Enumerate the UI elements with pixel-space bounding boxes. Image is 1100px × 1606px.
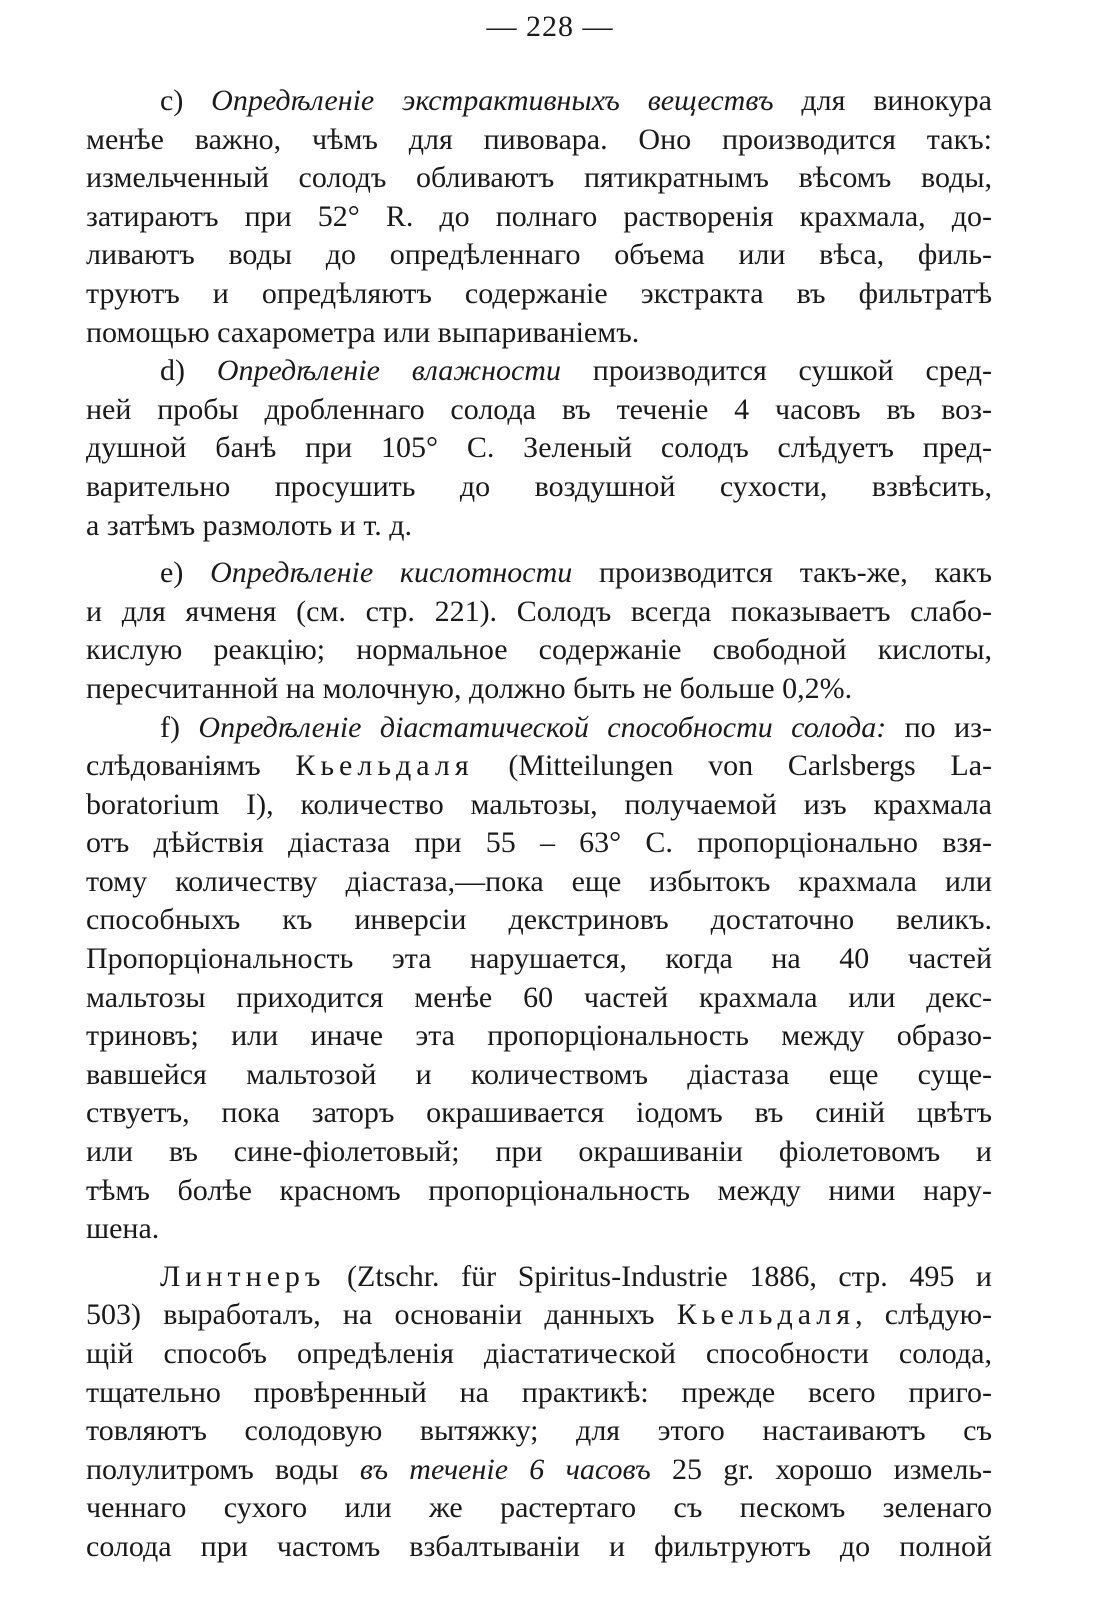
text-line: душной банѣ при 105° C. Зеленый солодъ слѣдуетъ пред- [86,431,992,465]
line-text: c) [160,84,212,117]
text-line: отъ дѣйствія діастаза при 55 – 63° C. пропорціонально взя- [86,826,992,860]
text-line: измельченный солодъ обливаютъ пятикратнымъ вѣсомъ воды, [86,161,992,195]
line-text: e) [160,556,211,590]
text-line [86,1258,992,1297]
text-line: ней пробы дробленнаго солода въ теченіе 4 часовъ въ воз- [86,392,992,426]
line-text: 503) выработалъ, на основаніи данныхъ [86,1298,677,1332]
spaced-name: Кьельдаля [295,749,474,783]
text-line: шена. [86,1212,160,1246]
text-line: способныхъ къ инверсіи декстриновъ достаточно великъ. [86,903,992,937]
line-text: (Mitteilungen von Carlsbergs La- [473,749,992,783]
paragraph-c [86,82,992,352]
paragraph-f [86,709,992,1249]
line-text: (Ztschr. für Spiritus-Industrie 1886, стр. 495 и [325,1259,992,1293]
italic-heading: Опредѣленіе діастатической способности солода: [198,710,887,744]
line-text: для винокура [773,84,992,117]
line-text: производится сушкой сред- [560,354,992,388]
text-line: и для ячменя (см. стр. 221). Солодъ всегда показываетъ слабо- [86,594,992,628]
text-line: ченнаго сухого или же растертаго съ пескомъ зеленаго [86,1491,992,1525]
text-line: ствуетъ, пока заторъ окрашивается іодомъ въ синій цвѣтъ [86,1096,992,1130]
text-line: затираютъ при 52° R. до полнаго растворенія крахмала, до- [86,199,992,233]
line-text: производится такъ-же, какъ [572,556,992,590]
text-line [86,1451,992,1490]
page-body [86,82,992,1567]
line-text: f) [160,710,199,744]
text-line: вавшейся мальтозой и количествомъ діастаза еще суще- [86,1057,992,1091]
text-line [86,554,992,593]
line-text: , слѣдую- [855,1298,993,1332]
page-number: — 228 — [486,10,614,43]
text-line: мальтозы приходится менѣе 60 частей крахмала или декс- [86,980,992,1014]
italic-phrase: въ теченіе 6 часовъ [359,1452,651,1486]
paragraph-e [86,554,992,708]
line-text: по из- [886,710,992,744]
text-line: товляютъ солодовую вытяжку; для этого настаиваютъ съ [86,1414,992,1448]
spaced-name: Кьельдаля [676,1298,856,1332]
line-text: 25 gr. хорошо измель- [650,1452,992,1486]
text-line: солода при частомъ взбалтываніи и фильтруютъ до полной [86,1529,992,1563]
text-line: а затѣмъ размолоть и т. д. [86,508,412,542]
text-line: ливаютъ воды до опредѣленнаго объема или вѣса, филь- [86,238,992,272]
text-line [86,82,992,121]
text-line: тщательно провѣренный на практикѣ: прежде всего приго- [86,1375,992,1409]
text-line: триновъ; или иначе эта пропорціональность между образо- [86,1019,992,1053]
text-line: кислую реакцію; нормальное содержаніе свободной кислоты, [86,633,992,667]
text-line: пересчитанной на молочную, должно быть не больше 0,2%. [86,671,853,705]
text-line: труютъ и опредѣляютъ содержаніе экстракта въ фильтратѣ [86,276,992,310]
text-line [86,352,992,391]
text-line [86,747,992,786]
italic-heading: Опредѣленіе влажности [216,354,561,388]
text-line: тѣмъ болѣе красномъ пропорціональность между ними нару- [86,1173,992,1207]
text-line [86,1296,992,1335]
spaced-name: Линтнеръ [160,1259,326,1293]
line-text: полулитромъ воды [86,1452,360,1486]
text-line: помощью сахарометра или выпариваніемъ. [86,315,640,349]
text-line: или въ сине-фіолетовый; при окрашиваніи фіолетовомъ и [86,1135,992,1169]
line-text: d) [160,354,217,388]
italic-heading: Опредѣленіе кислотности [210,556,573,590]
italic-heading: Опредѣленіе экстрактивныхъ веществъ [211,84,774,117]
text-line: тому количеству діастаза,—пока еще избытокъ крахмала или [86,864,992,898]
paragraph-d [86,352,992,545]
paragraph-lintner [86,1258,992,1567]
text-line: Пропорціональность эта нарушается, когда на 40 частей [86,942,992,976]
text-line [86,709,992,748]
text-line: boratorium I), количество мальтозы, получаемой изъ крахмала [86,787,992,821]
text-line: менѣе важно, чѣмъ для пивовара. Оно производится такъ: [86,122,992,156]
line-text: слѣдованіямъ [86,749,296,783]
text-line: варительно просушить до воздушной сухости, взвѣсить, [86,469,992,503]
text-line: щій способъ опредѣленія діастатической способности солода, [86,1337,992,1370]
